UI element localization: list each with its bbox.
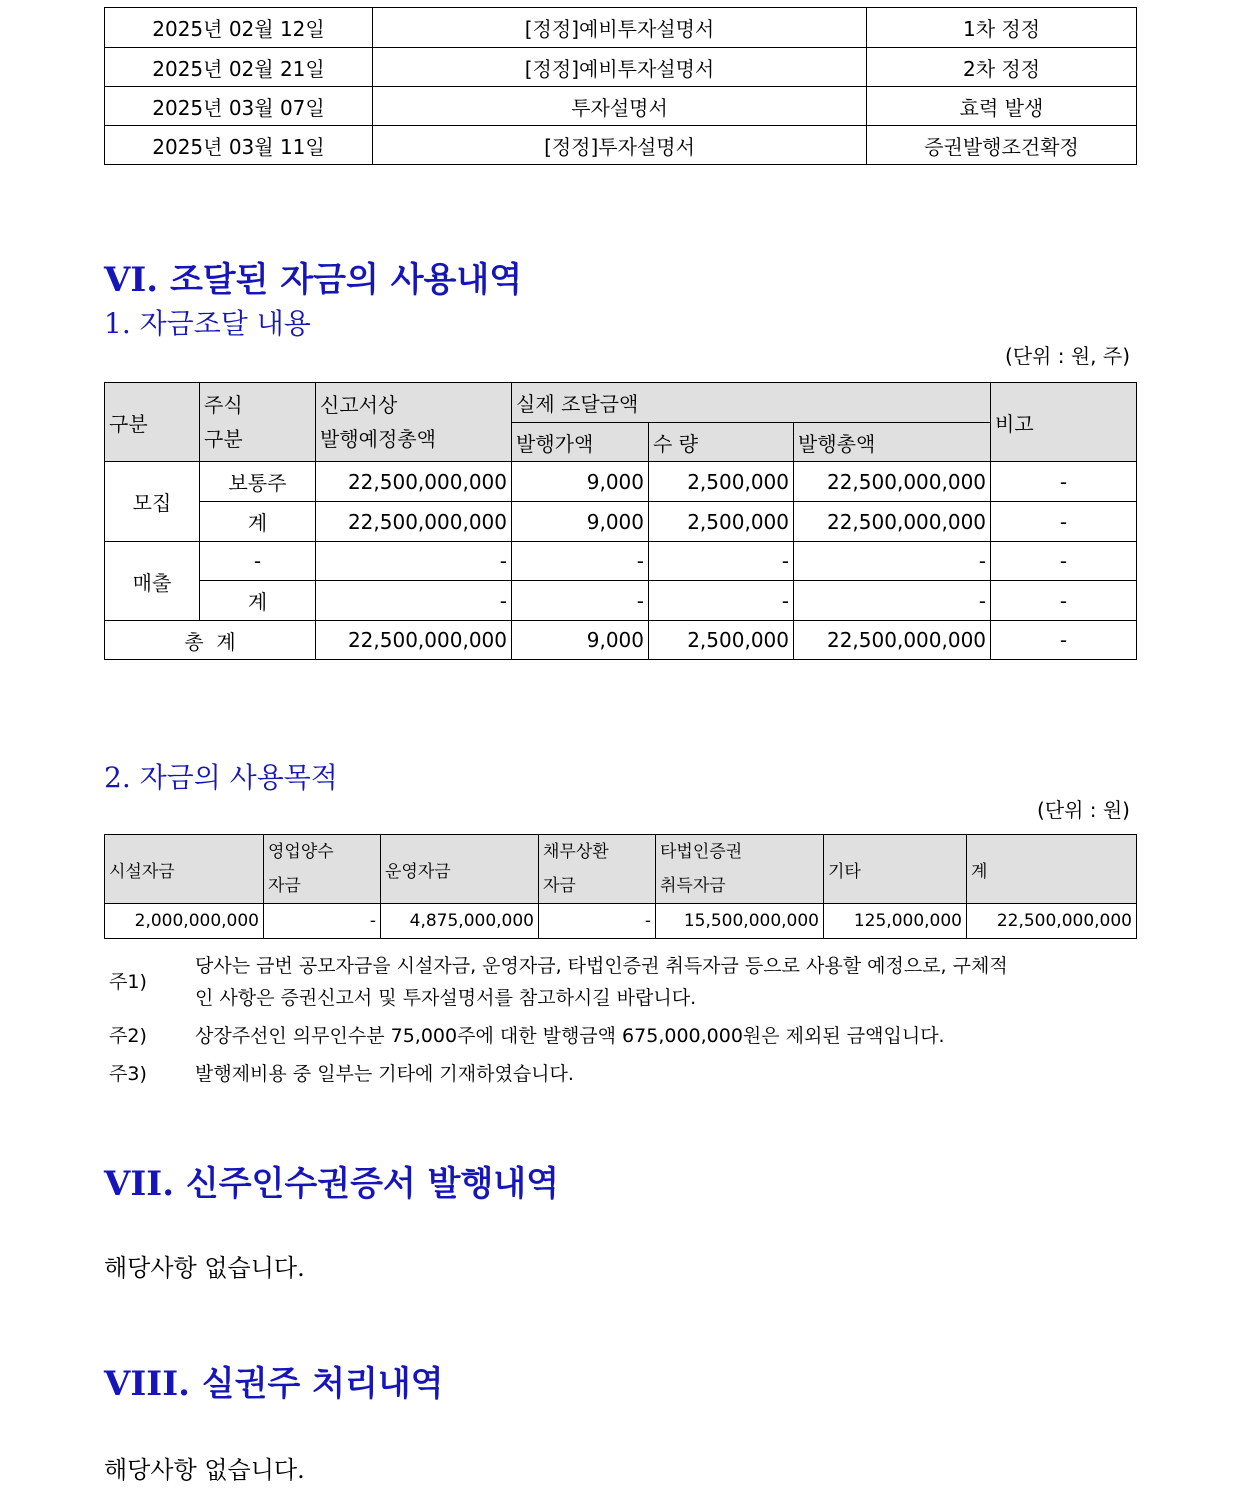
sub1-title: 1. 자금조달 내용 — [104, 307, 311, 340]
note-text-line1: 당사는 금번 공모자금을 시설자금, 운영자금, 타법인증권 취득자금 등으로 사용할 예정으로, 구체적 — [195, 955, 1008, 977]
section7-body: 해당사항 없습니다. — [104, 1254, 305, 1282]
header-total: 발행총액 — [794, 423, 991, 462]
header-stock-type-line1: 주식 — [204, 393, 243, 417]
value-debt: - — [539, 904, 656, 939]
cell-price: 9,000 — [512, 621, 649, 660]
header-planned-line2: 발행예정총액 — [320, 427, 436, 451]
cell-planned: - — [316, 542, 512, 581]
value-facility: 2,000,000,000 — [105, 904, 264, 939]
value-etc: 125,000,000 — [824, 904, 967, 939]
cell-planned: 22,500,000,000 — [316, 502, 512, 542]
grand-total-label: 총 계 — [105, 621, 316, 660]
cell-qty: - — [649, 542, 794, 581]
note-label: 주3) — [109, 1063, 147, 1085]
header-acquisition — [264, 835, 381, 904]
history-doc: [정정]예비투자설명서 — [373, 48, 867, 87]
table-row — [105, 462, 1137, 502]
table-row — [105, 8, 1137, 48]
note-text — [195, 950, 1008, 1014]
value-other-company: 15,500,000,000 — [656, 904, 824, 939]
history-date: 2025년 03월 11일 — [105, 126, 373, 165]
header-debt-line2: 자금 — [543, 876, 576, 896]
header-stock-type — [200, 383, 316, 462]
history-date: 2025년 03월 07일 — [105, 87, 373, 126]
cell-price: - — [512, 581, 649, 621]
funding-table — [104, 382, 1137, 660]
note-label: 주1) — [109, 971, 147, 993]
note-text: 발행제비용 중 일부는 기타에 기재하였습니다. — [195, 1063, 574, 1085]
header-planned — [316, 383, 512, 462]
section7-title: VII. 신주인수권증서 발행내역 — [104, 1164, 559, 1204]
cell-total: 22,500,000,000 — [794, 502, 991, 542]
cell-total: 22,500,000,000 — [794, 621, 991, 660]
cell-total: - — [794, 581, 991, 621]
header-debt-line1: 채무상환 — [543, 842, 609, 862]
cell-type: - — [200, 542, 316, 581]
cell-planned: 22,500,000,000 — [316, 462, 512, 502]
header-debt — [539, 835, 656, 904]
cell-qty: 2,500,000 — [649, 621, 794, 660]
cell-remark: - — [991, 581, 1137, 621]
table-row — [105, 542, 1137, 581]
table-header-row — [105, 835, 1137, 904]
cell-remark: - — [991, 462, 1137, 502]
history-doc: [정정]투자설명서 — [373, 126, 867, 165]
value-operating: 4,875,000,000 — [381, 904, 539, 939]
cell-price: 9,000 — [512, 462, 649, 502]
cell-qty: 2,500,000 — [649, 502, 794, 542]
table-row — [105, 48, 1137, 87]
section6-title: VI. 조달된 자금의 사용내역 — [104, 260, 523, 300]
cell-type: 계 — [200, 581, 316, 621]
header-remark: 비고 — [991, 383, 1137, 462]
header-planned-line1: 신고서상 — [320, 393, 398, 417]
group-recruit: 모집 — [105, 462, 200, 542]
history-note: 1차 정정 — [867, 8, 1137, 48]
cell-price: - — [512, 542, 649, 581]
table-row — [105, 621, 1137, 660]
header-acquisition-line2: 자금 — [268, 876, 301, 896]
header-operating: 운영자금 — [381, 835, 539, 904]
usage-table — [104, 834, 1137, 939]
section8-body: 해당사항 없습니다. — [104, 1456, 305, 1484]
cell-qty: 2,500,000 — [649, 462, 794, 502]
table-row — [105, 502, 1137, 542]
sub2-title: 2. 자금의 사용목적 — [104, 761, 338, 794]
sub2-unit: (단위 : 원) — [1036, 798, 1130, 822]
cell-price: 9,000 — [512, 502, 649, 542]
header-etc: 기타 — [824, 835, 967, 904]
header-acquisition-line1: 영업양수 — [268, 842, 334, 862]
header-other-company-line2: 취득자금 — [660, 876, 726, 896]
history-note: 2차 정정 — [867, 48, 1137, 87]
history-table — [104, 7, 1137, 165]
header-qty: 수 량 — [649, 423, 794, 462]
header-facility: 시설자금 — [105, 835, 264, 904]
table-row — [105, 87, 1137, 126]
note-text-line2: 인 사항은 증권신고서 및 투자설명서를 참고하시길 바랍니다. — [195, 987, 697, 1009]
header-other-company-line1: 타법인증권 — [660, 842, 743, 862]
cell-remark: - — [991, 621, 1137, 660]
cell-total: - — [794, 542, 991, 581]
table-row — [105, 126, 1137, 165]
cell-type: 계 — [200, 502, 316, 542]
cell-planned: - — [316, 581, 512, 621]
value-acquisition: - — [264, 904, 381, 939]
cell-qty: - — [649, 581, 794, 621]
cell-planned: 22,500,000,000 — [316, 621, 512, 660]
history-doc: [정정]예비투자설명서 — [373, 8, 867, 48]
section8-title: VIII. 실권주 처리내역 — [104, 1364, 444, 1404]
header-sum: 계 — [967, 835, 1137, 904]
cell-type: 보통주 — [200, 462, 316, 502]
cell-remark: - — [991, 542, 1137, 581]
history-note: 증권발행조건확정 — [867, 126, 1137, 165]
history-date: 2025년 02월 12일 — [105, 8, 373, 48]
history-date: 2025년 02월 21일 — [105, 48, 373, 87]
note-text: 상장주선인 의무인수분 75,000주에 대한 발행금액 675,000,000원은 제외된 금액입니다. — [195, 1025, 945, 1047]
header-gubun: 구분 — [105, 383, 200, 462]
table-row — [105, 581, 1137, 621]
header-price: 발행가액 — [512, 423, 649, 462]
history-doc: 투자설명서 — [373, 87, 867, 126]
sub1-unit: (단위 : 원, 주) — [1004, 344, 1130, 368]
cell-total: 22,500,000,000 — [794, 462, 991, 502]
header-stock-type-line2: 구분 — [204, 427, 243, 451]
header-actual: 실제 조달금액 — [512, 383, 991, 423]
table-header-row — [105, 383, 1137, 423]
table-row — [105, 904, 1137, 939]
history-note: 효력 발생 — [867, 87, 1137, 126]
value-sum: 22,500,000,000 — [967, 904, 1137, 939]
group-sale: 매출 — [105, 542, 200, 621]
cell-remark: - — [991, 502, 1137, 542]
header-other-company — [656, 835, 824, 904]
note-label: 주2) — [109, 1025, 147, 1047]
